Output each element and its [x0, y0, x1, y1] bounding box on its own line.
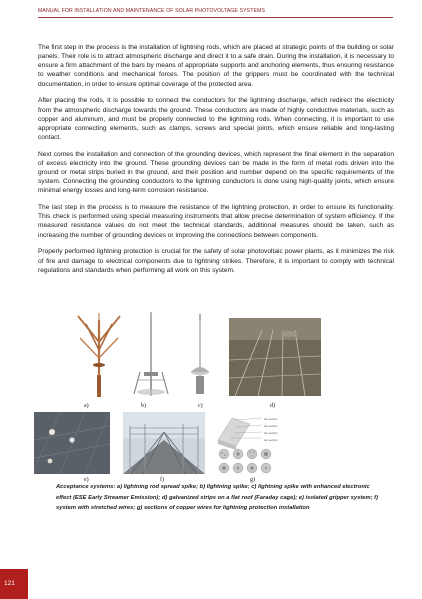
figure-label-f: f): [160, 477, 164, 483]
figure-label-c: c): [198, 403, 203, 409]
paragraph-3: Next comes the installation and connection of the grounding devices, which represent the final element in the separation of excess electricity into the ground. These grounding devices can be made in the form of metal rods driven into the ground or metal strips buried in the ground, and their position and number depend on the specific requirements of the system. Connecting the grounding conductors to the lightning conductors is done using high-quality joints, which ensure minimal energy losses and long-term corrosion resistance.: [38, 150, 394, 195]
figure-label-b: b): [141, 403, 146, 409]
running-header: MANUAL FOR INSTALLATION AND MAINTENANCE OF SOLAR PHOTOVOLTAGE SYSTEMS: [38, 8, 266, 14]
figure-label-g: g): [250, 477, 255, 483]
isolated-gripper-system-photo: [34, 412, 110, 474]
svg-text:tier section: tier section: [264, 424, 278, 428]
svg-text:tier section: tier section: [264, 417, 278, 421]
paragraph-2: After placing the rods, it is possible to connect the conductors for the lightning discharge, which redirect the electricity from the atmospheric discharge towards the ground. These conductors are made of highly conductive materials, such as copper and aluminum, and must be properly connected to the lightning rods. When connecting, it is important to use appropriate connecting elements, such as clamps, screws and special joints, which ensure reliable and long-lasting contact.: [38, 97, 394, 141]
ese-lightning-spike-image: [191, 314, 209, 394]
copper-wire-sections-diagram: [212, 412, 292, 474]
figure-caption: Acceptance systems: a) lightning rod spread spike; b) lightning spike; c) lightning spike with enhanced electronic effect (ESE Early Streamer Emission); d) galvanized strips on a flat roof (Faraday cage); e) isolated gripper system; f) system with stretched wires; g) sections of copper wires for lightning protection installation: [56, 484, 379, 512]
svg-text:tier section: tier section: [264, 431, 278, 435]
figure-label-e: e): [84, 477, 89, 483]
paragraph-4: The last step in the process is to measure the resistance of the lightning protection, in order to ensure its functionality. This check is performed using special measuring instruments that allow precise determination of system efficiency. If the measured resistance values do not meet the technical standards, additional measures should be taken, such as increasing the number of grounding devices or improving the connections between components.: [38, 204, 394, 239]
stretched-wires-system-photo: [123, 412, 205, 474]
lightning-rod-spread-spike-image: [78, 313, 120, 397]
figure-label-a: a): [84, 403, 89, 409]
paragraph-5: Properly performed lightning protection is crucial for the safety of solar photovoltaic power plants, as it minimizes the risk of fire and damage to electrical components due to lightning strikes. Therefore, it is important to comply with technical regulations and standards when performing all work on this system.: [38, 248, 394, 274]
page-number: 121: [4, 580, 15, 587]
lightning-spike-image: [134, 312, 168, 396]
galvanized-strips-roof-photo: [229, 318, 321, 396]
svg-text:tier section: tier section: [264, 438, 278, 442]
figure-label-d: d): [270, 403, 275, 409]
paragraph-1: The first step in the process is the installation of lightning rods, which are placed at strategic points of the building or solar panels. Their role is to attract atmospheric discharge and direct it to a safe drain. During the installation, it is necessary to ensure a firm attachment of the bars by means of appropriate supports and anchoring elements, thus ensuring resistance to weather conditions and mechanical forces. The position of the grippers must be coordinated with the technical documentation, in order to ensure optimal coverage of the protected area.: [38, 44, 394, 88]
